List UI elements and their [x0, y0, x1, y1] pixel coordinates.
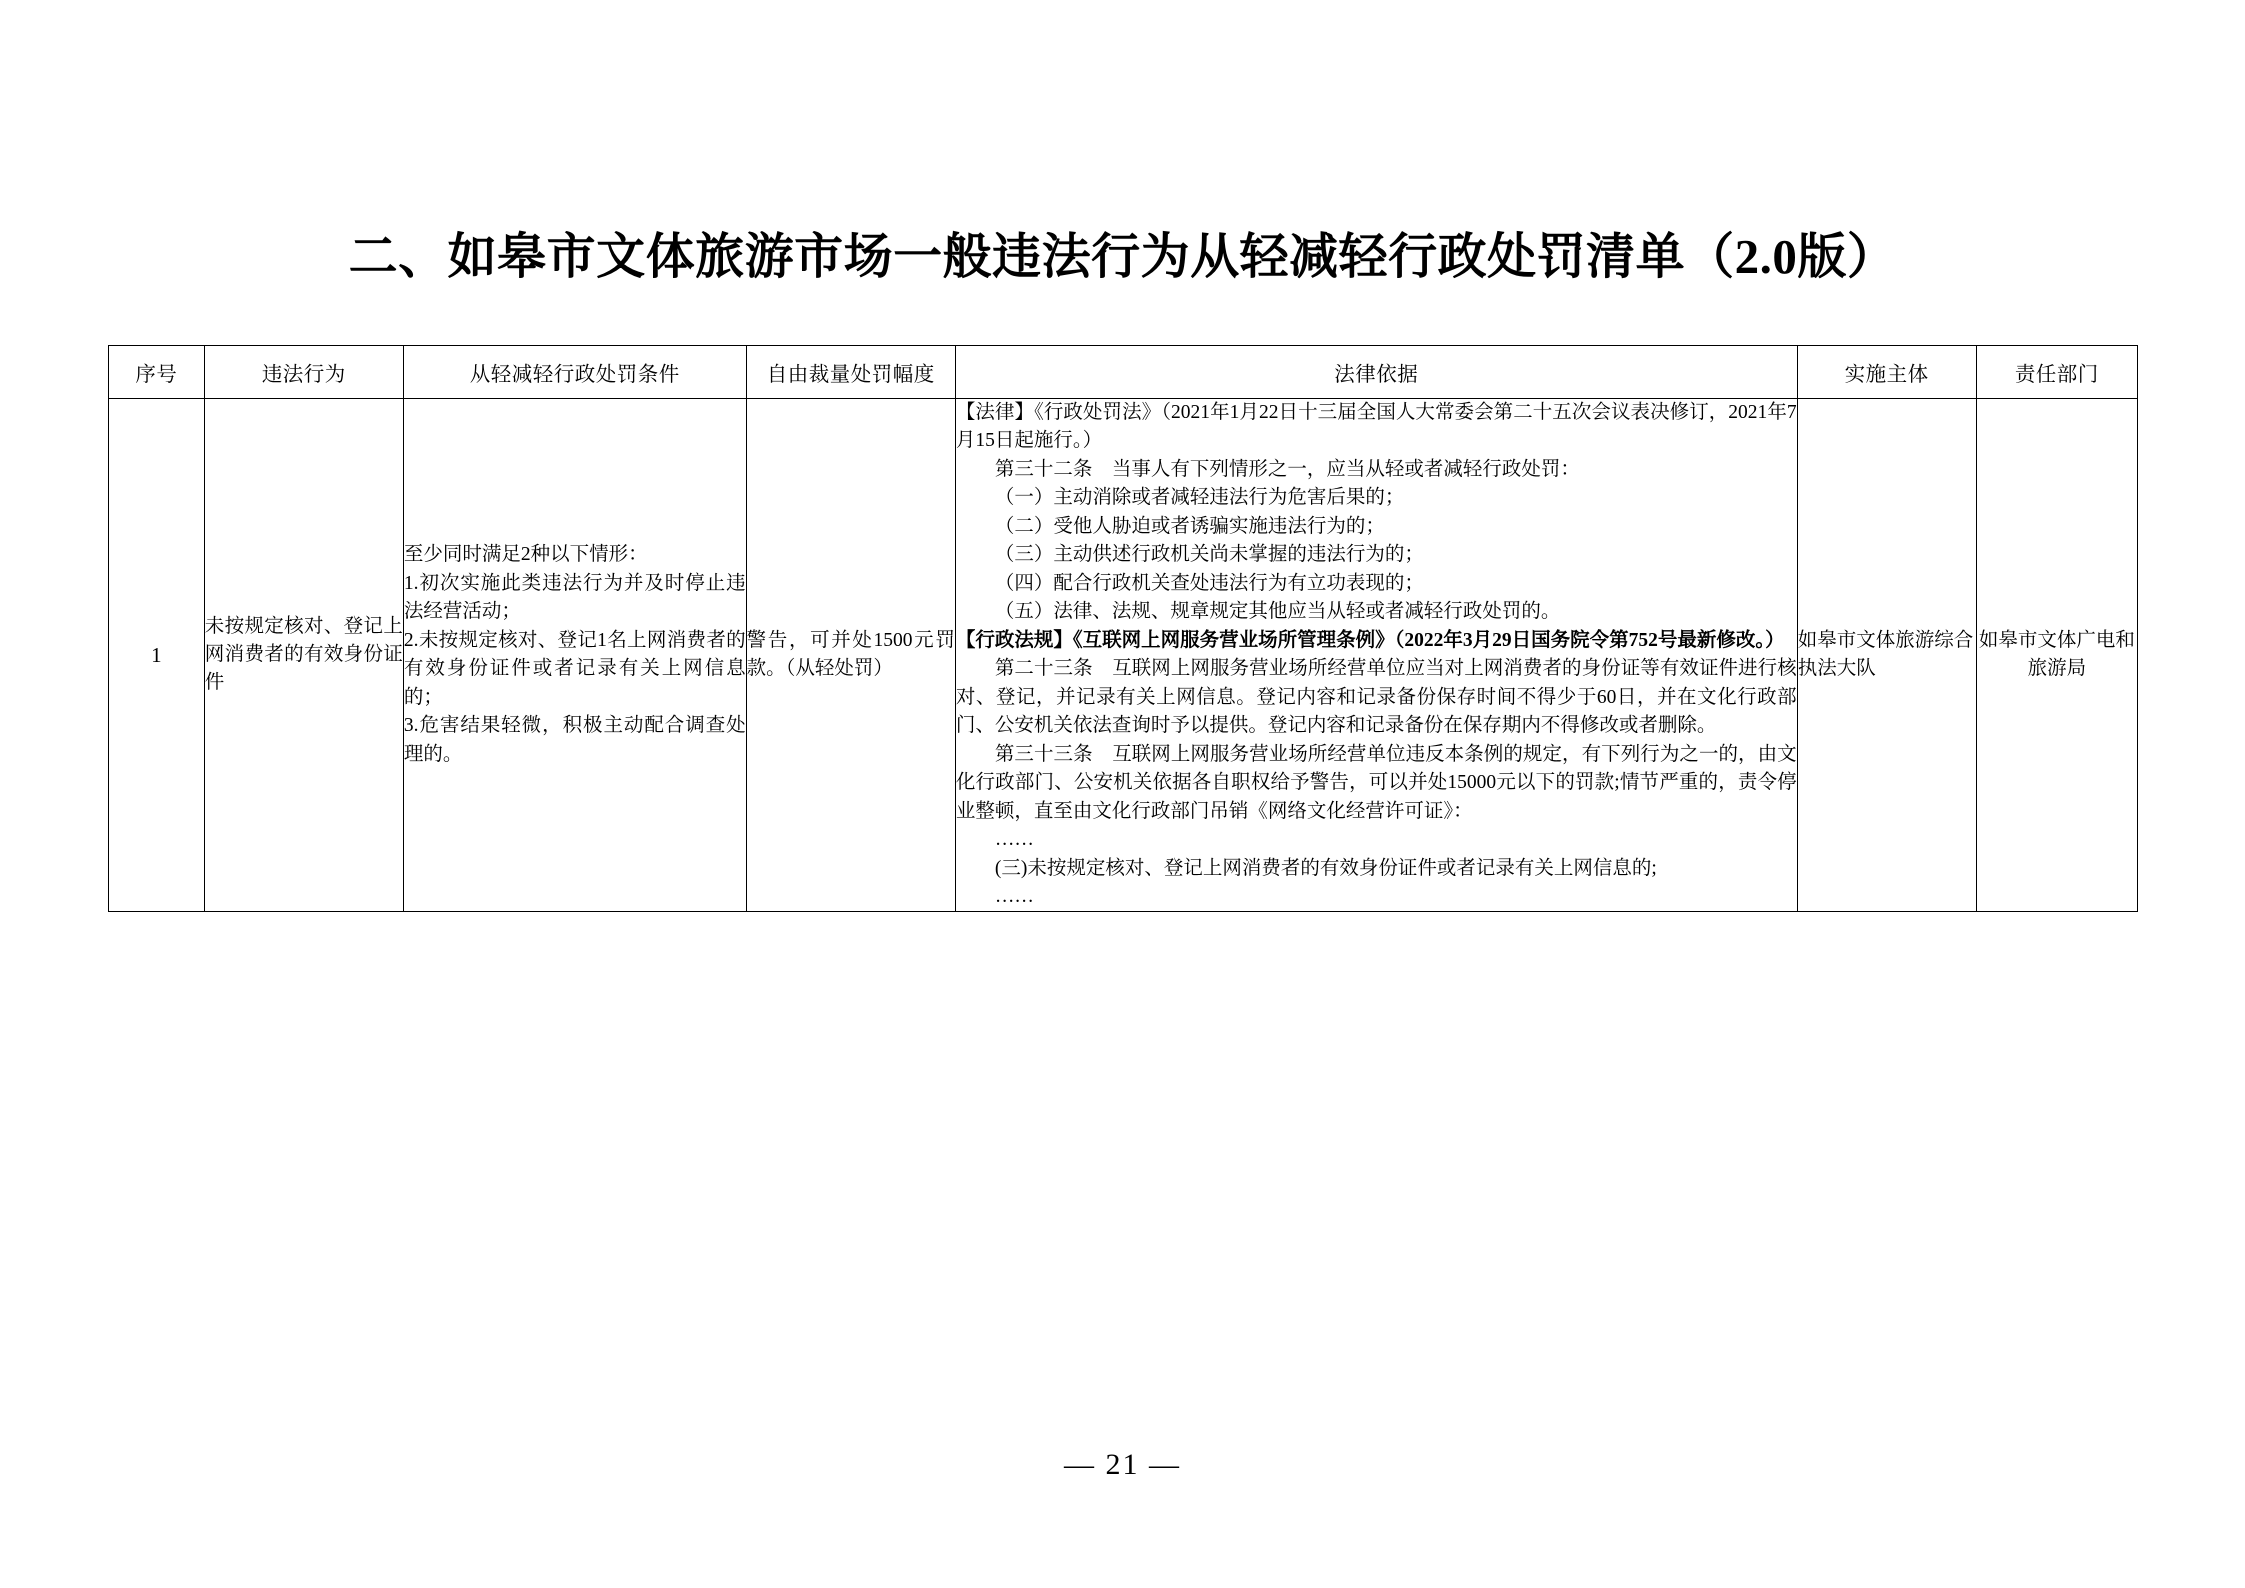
column-header-subject: 实施主体	[1797, 346, 1976, 399]
column-header-condition: 从轻减轻行政处罚条件	[403, 346, 746, 399]
legal-paragraph-1: 第三十二条 当事人有下列情形之一，应当从轻或者减轻行政处罚：	[994, 458, 1580, 480]
responsible-department-line: 如皋市文体广电和旅游局	[1978, 629, 2135, 680]
cell-legal-basis	[955, 399, 1797, 912]
legal-paragraph-11: (三)未按规定核对、登记上网消费者的有效身份证件或者记录有关上网信息的;	[994, 857, 1657, 879]
table-header	[109, 346, 2138, 399]
legal-paragraph-5: （四）配合行政机关查处违法行为有立功表现的；	[994, 572, 1424, 594]
table-body	[109, 399, 2138, 912]
legal-paragraph-8: 第二十三条 互联网上网服务营业场所经营单位应当对上网消费者的身份证等有效证件进行核对、登记，并记录有关上网信息。登记内容和记录备份保存时间不得少于60日，并在文化行政部门、公安机关依法查询时予以提供。登记内容和记录备份在保存期内不得修改或者删除。	[955, 658, 1797, 737]
condition-line-0: 至少同时满足2种以下情形：	[403, 544, 648, 566]
range-line: 警告，可并处1500元罚款。（从轻处罚）	[746, 629, 955, 680]
table-row	[109, 399, 2138, 912]
cell-illegal-act	[204, 399, 403, 912]
column-header-range: 自由裁量处罚幅度	[746, 346, 955, 399]
enforcement-subject-line: 如皋市文体旅游综合执法大队	[1797, 629, 1974, 680]
cell-mitigation-conditions	[403, 399, 746, 912]
mitigation-conditions-text	[404, 541, 746, 769]
legal-paragraph-12: ……	[994, 885, 1034, 907]
column-header-act: 违法行为	[204, 346, 403, 399]
cell-row-number: 1	[109, 399, 205, 912]
cell-enforcement-subject	[1797, 399, 1976, 912]
condition-line-2: 2.未按规定核对、登记1名上网消费者的有效身份证件或者记录有关上网信息的；	[403, 629, 746, 708]
legal-paragraph-4: （三）主动供述行政机关尚未掌握的违法行为的；	[994, 544, 1424, 566]
illegal-act-text	[205, 613, 403, 698]
condition-line-1: 1.初次实施此类违法行为并及时停止违法经营活动；	[403, 572, 746, 623]
penalty-listing-table-wrapper	[108, 345, 2138, 912]
discretionary-range-text	[747, 627, 955, 684]
cell-discretionary-range	[746, 399, 955, 912]
column-header-legal: 法律依据	[955, 346, 1797, 399]
responsible-department-text	[1977, 627, 2137, 684]
penalty-listing-table	[108, 345, 2138, 912]
legal-paragraph-3: （二）受他人胁迫或者诱骗实施违法行为的；	[994, 515, 1385, 537]
legal-paragraph-7: 【行政法规】《互联网上网服务营业场所管理条例》（2022年3月29日国务院令第752号最新修改。）	[955, 629, 1785, 651]
column-header-dept: 责任部门	[1976, 346, 2137, 399]
legal-paragraph-9: 第三十三条 互联网上网服务营业场所经营单位违反本条例的规定，有下列行为之一的，由文化行政部门、公安机关依据各自职权给予警告，可以并处15000元以下的罚款;情节严重的，责令停业整顿，直至由文化行政部门吊销《网络文化经营许可证》：	[955, 743, 1797, 822]
legal-paragraph-2: （一）主动消除或者减轻违法行为危害后果的；	[994, 487, 1405, 509]
legal-paragraph-6: （五）法律、法规、规章规定其他应当从轻或者减轻行政处罚的。	[994, 601, 1561, 623]
legal-paragraph-0: 【法律】《行政处罚法》（2021年1月22日十三届全国人大常委会第二十五次会议表决修订，2021年7月15日起施行。）	[955, 402, 1797, 452]
legal-basis-text	[956, 399, 1797, 911]
table-header-row	[109, 346, 2138, 399]
legal-paragraph-10: ……	[994, 829, 1034, 851]
illegal-act-line: 未按规定核对、登记上网消费者的有效身份证件	[204, 615, 403, 694]
page-title: 二、如皋市文体旅游市场一般违法行为从轻减轻行政处罚清单（2.0版）	[348, 229, 1897, 284]
condition-line-3: 3.危害结果轻微，积极主动配合调查处理的。	[403, 715, 746, 765]
enforcement-subject-text	[1798, 627, 1976, 684]
page-number: — 21 —	[1064, 1448, 1181, 1481]
cell-responsible-department	[1976, 399, 2137, 912]
column-header-no: 序号	[109, 346, 205, 399]
